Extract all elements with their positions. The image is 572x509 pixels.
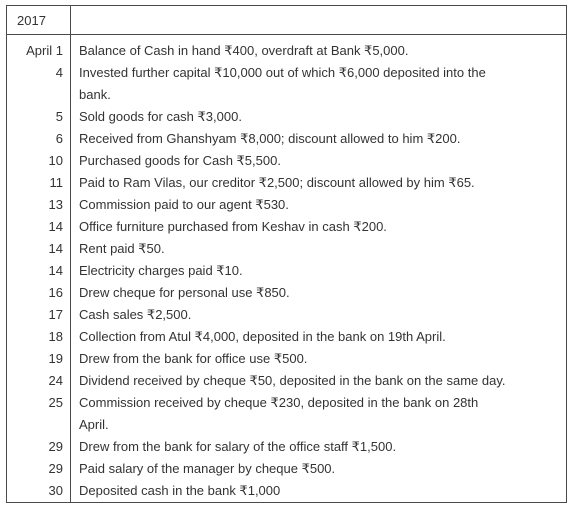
- entry-description-line: Electricity charges paid ₹10.: [79, 263, 243, 278]
- header-blank-cell: [71, 6, 567, 35]
- entry-date-spacer: [7, 414, 63, 436]
- entry-date: 24: [48, 373, 63, 388]
- entry-date: 29: [48, 461, 63, 476]
- transactions-table: [6, 5, 567, 503]
- entry-description-line: Purchased goods for Cash ₹5,500.: [79, 153, 281, 168]
- entry-date: 17: [48, 307, 63, 322]
- entry-description-line: Commission received by cheque ₹230, deposited in the bank on 28th: [79, 395, 479, 410]
- entry-date: 16: [48, 285, 63, 300]
- table-body-row: [7, 35, 567, 503]
- description-column: [71, 35, 567, 503]
- entry-date: 5: [55, 109, 63, 124]
- entry-date: April 1: [26, 43, 63, 58]
- entry-description-line: Rent paid ₹50.: [79, 241, 165, 256]
- entry-date-spacer: [7, 84, 63, 106]
- entry-description-line: Balance of Cash in hand ₹400, overdraft at Bank ₹5,000.: [79, 43, 409, 58]
- entry-description-line: Invested further capital ₹10,000 out of which ₹6,000 deposited into the: [79, 65, 486, 80]
- table-header-row: [7, 6, 567, 35]
- entry-description-line: Office furniture purchased from Keshav in cash ₹200.: [79, 219, 387, 234]
- entry-description-line: Drew from the bank for salary of the office staff ₹1,500.: [79, 439, 397, 454]
- entry-description-line: Drew from the bank for office use ₹500.: [79, 351, 308, 366]
- entry-date: 4: [55, 65, 63, 80]
- entry-description-line: Paid to Ram Vilas, our creditor ₹2,500; discount allowed by him ₹65.: [79, 175, 475, 190]
- entry-date: 18: [48, 329, 63, 344]
- year-cell: 2017: [7, 6, 71, 35]
- entry-description-line: Cash sales ₹2,500.: [79, 307, 192, 322]
- entry-description-line: Commission paid to our agent ₹530.: [79, 197, 289, 212]
- entry-description-line: Drew cheque for personal use ₹850.: [79, 285, 290, 300]
- date-column: [7, 35, 71, 503]
- entry-date: 10: [48, 153, 63, 168]
- entry-date: 11: [49, 175, 63, 190]
- entry-description-line: Sold goods for cash ₹3,000.: [79, 109, 242, 124]
- entry-description-line: Dividend received by cheque ₹50, deposited in the bank on the same day.: [79, 373, 506, 388]
- entry-description-line: Paid salary of the manager by cheque ₹500.: [79, 461, 336, 476]
- entry-date: 29: [48, 439, 63, 454]
- entry-description-line: bank.: [79, 87, 111, 102]
- entry-date: 25: [48, 395, 63, 410]
- entry-date: 6: [55, 131, 63, 146]
- entry-date: 13: [48, 197, 63, 212]
- entry-description-line: Deposited cash in the bank ₹1,000: [79, 483, 281, 498]
- entry-date: 14: [48, 219, 63, 234]
- entry-description-line: Received from Ghanshyam ₹8,000; discount allowed to him ₹200.: [79, 131, 461, 146]
- entry-date: 30: [48, 483, 63, 498]
- entry-date: 14: [48, 263, 63, 278]
- entry-date: 19: [48, 351, 63, 366]
- entry-description-line: April.: [79, 417, 109, 432]
- entry-date: 14: [48, 241, 63, 256]
- entry-description-line: Collection from Atul ₹4,000, deposited in the bank on 19th April.: [79, 329, 446, 344]
